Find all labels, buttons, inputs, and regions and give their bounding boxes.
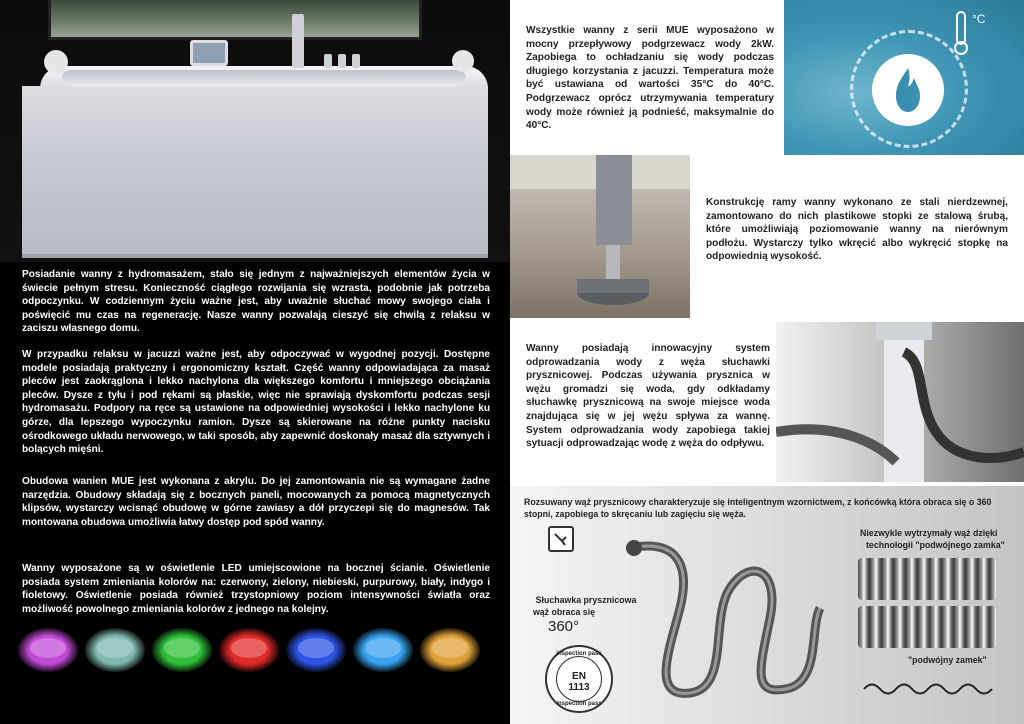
stamp-center-text: EN 1113 [568,671,590,693]
led-lamp-white [85,628,145,672]
led-color-strip [18,628,488,678]
lock-profile-icon [862,678,1000,700]
rotate-degrees: 360° [548,618,580,635]
tap-knob-icon [352,54,360,68]
led-paragraph: Wanny wyposażone są w oświetlenie LED umiejscowione na bocznej ścianie. Oświetlenie posiada system zmieniania kolorów na: czerwony, zielony, niebieski, purpurowy, biały, indygo i fioletowy. Oświetlenie posiada również trzystopniowy poziom intensywności światła oraz możliwość powolnego zmieniania kolorów z jednego na kolejny. [22,563,490,615]
hose-drain-paragraph: Wanny posiadają innowacyjny system odprowadzania wody z węża słuchawki prysznicowej. Podczas używania prysznica w wężu gromadzi się woda, gdy odkładamy słuchawkę prysznicową na swoje miejsce woda znajdująca się w jej wężu spływa za wannę. System odprowadzania wody zapobiega takiej sytuacji odprowadzając wodę z węża do odpływu. [526,343,770,450]
stamp-top-text: inspection pass [556,651,602,657]
casing-paragraph: Obudowa wanien MUE jest wykonana z akrylu. Do jej zamontowania nie są wymagane żadne narzędzia. Obudowy składają się z bocznych paneli, mocowanych za pomocą magnetycznych klipsów, wystarczy wcisnąć obudowę w górne zawiasy a dół przyczepi się do magnesów. Tak montowana obudowa umożliwia łatwy dostęp pod spód wanny. [22,476,490,528]
heater-badge [872,54,944,126]
heater-photo [784,0,1024,155]
thermometer-icon [952,10,970,56]
headrest-right-icon [452,50,474,72]
double-lock-label: "podwójny zamek" [908,655,987,665]
adjustable-foot-photo [510,155,690,318]
led-lamp-red [219,628,279,672]
en1113-certificate-stamp [545,645,613,713]
relax-paragraph: W przypadku relaksu w jacuzzi ważne jest, aby odpoczywać w wygodnej pozycji. Dostępne modele posiadają praktyczny i ergonomiczny kształt. Część wanny odpowiadająca za masaż pleców jest zaokrąglona i lekko nachylona dla większego komfortu i mniejszego obciążania pleców. Dysze z tyłu i pod rękami są płaskie, więc nie sprawiają dyskomfortu podczas sesji hydromasażu. Podpory na ręce są ustawione na odpowiedniej wysokości i lekko nachylone ku górze, dla lepszego wypoczynku ramion. Dysze są skierowane na różne punkty nacisku ośrodkowego układu nerwowego, w taki sposób, aby zapewnić doskonały masaż dla sztywnych i bolących mięśni. [22,349,490,456]
shower-head-icon [292,14,304,68]
led-lamp-purple [18,628,78,672]
control-screen-icon [190,40,228,66]
durable-label-1: Niezwykle wytrzymały wąż dzięki [860,528,998,538]
bathtub-basin [62,70,466,86]
led-lamp-blue [286,628,346,672]
hose-drain-photo [776,322,1024,482]
heater-paragraph: Wszystkie wanny z serii MUE wyposażono w mocny przepływowy podgrzewacz wody 2kW. Zapobiega to ochładzaniu się wody podczas długiego korzystania z jacuzzi. Temperatura może być ustawiana od wartości 35°C do 40°C. Podgrzewacz oprócz utrzymywania temperatury wody może również ją podnieść, maksymalnie do 40°C. [526,25,774,132]
stamp-bottom-text: inspection pass [556,701,602,707]
shower-hose-coil-image [620,528,840,708]
intro-paragraph: Posiadanie wanny z hydromasażem, stało się jednym z najważniejszych elementów życia w świecie pełnym stresu. Konieczność ciągłego rozwijania się wzrasta, podobnie jak potrzeba odpoczynku. W codziennym życiu ważne jest, aby uważnie słuchać mowy swojego ciała i poświęcić mu czas na regenerację. Nasze wanny pozwalają cieszyć się chwilą z relaksu w zaciszu własnego domu. [22,269,490,335]
window-image [48,0,422,40]
led-lamp-amber [420,628,480,672]
tap-knob-icon [324,54,332,68]
headrest-left-icon [44,50,68,74]
bathtub-panel [22,86,488,258]
tap-knob-icon [338,54,346,68]
durable-label-2: technologii "podwójnego zamka" [866,540,1005,550]
hose-closeup-1 [858,558,996,600]
hose-caption: Rozsuwany wąż prysznicowy charakteryzuje się inteligentnym wzornictwem, z końcówką która obraca się o 360 stopni, zapobiega to skręcaniu lub zagięciu się węża. [524,497,992,519]
rotate-label-1: Słuchawka prysznicowa [535,595,637,605]
led-lamp-indigo [353,628,413,672]
celsius-label: °C [972,12,986,26]
frame-paragraph: Konstrukcję ramy wanny wykonano ze stali nierdzewnej, zamontowano do nich plastikowe stopki ze stalową śrubą, które umożliwiają poziomowanie wanny na nierównym podłożu. Wystarczy tylko wkręcić albo wykręcić stopkę na odpowiednią wysokość. [706,197,1008,263]
left-panel [0,0,510,724]
shower-icon [548,526,574,552]
hose-closeup-2 [858,606,996,648]
rotate-label-2: wąż obraca się [532,607,596,617]
led-lamp-green [152,628,212,672]
flame-icon [872,54,944,126]
bathtub-photo [0,0,510,262]
